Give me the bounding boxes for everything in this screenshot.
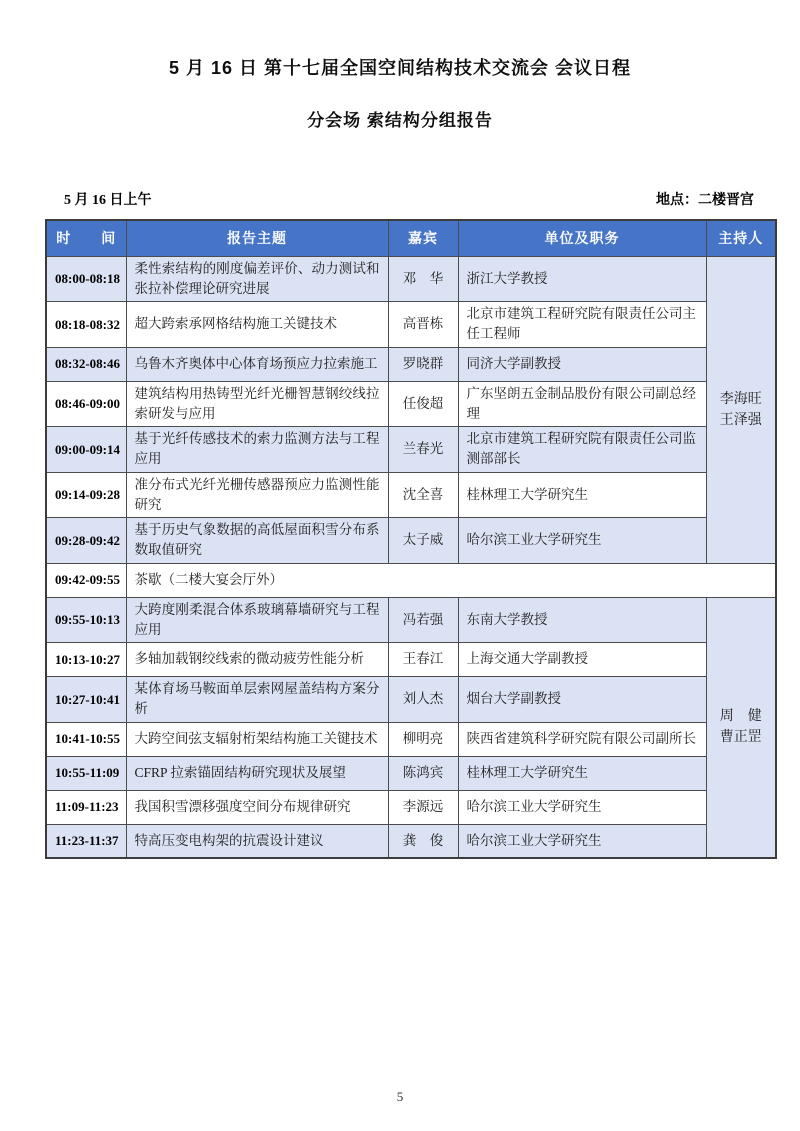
guest-cell: 刘人杰 [388, 677, 458, 723]
schedule-row [46, 756, 776, 790]
topic-cell: 准分布式光纤光栅传感器预应力监测性能研究 [126, 472, 388, 518]
guest-cell: 龚 俊 [388, 824, 458, 858]
location-label: 地点：二楼晋宫 [656, 193, 754, 208]
guest-cell: 李源远 [388, 790, 458, 824]
header-time: 时 间 [46, 220, 126, 256]
guest-cell: 沈全喜 [388, 472, 458, 518]
time-cell: 10:55-11:09 [46, 756, 126, 790]
unit-cell: 北京市建筑工程研究院有限责任公司主任工程师 [458, 302, 706, 348]
schedule-row [46, 472, 776, 518]
meta-row [64, 189, 754, 209]
moderator-name: 周 健 [719, 709, 762, 725]
schedule-table [45, 219, 777, 859]
guest-cell: 兰春光 [388, 427, 458, 473]
guest-cell: 任俊超 [388, 381, 458, 427]
time-cell: 11:23-11:37 [46, 824, 126, 858]
schedule-row [46, 677, 776, 723]
time-cell: 10:13-10:27 [46, 643, 126, 677]
page-number: 5 [396, 1089, 404, 1104]
unit-cell: 桂林理工大学研究生 [458, 472, 706, 518]
time-cell: 10:41-10:55 [46, 722, 126, 756]
time-cell: 08:00-08:18 [46, 256, 126, 302]
topic-cell: 大跨度刚柔混合体系玻璃幕墙研究与工程应用 [126, 597, 388, 643]
topic-cell: 大跨空间弦支辐射桁架结构施工关键技术 [126, 722, 388, 756]
unit-cell: 广东坚朗五金制品股份有限公司副总经理 [458, 381, 706, 427]
schedule-table-body [46, 256, 776, 858]
moderator-cell [706, 256, 776, 563]
header-guest: 嘉宾 [388, 220, 458, 256]
schedule-row [46, 347, 776, 381]
topic-cell: 基于光纤传感技术的索力监测方法与工程应用 [126, 427, 388, 473]
schedule-row [46, 427, 776, 473]
guest-cell: 冯若强 [388, 597, 458, 643]
schedule-row [46, 518, 776, 564]
time-cell: 08:18-08:32 [46, 302, 126, 348]
guest-cell: 罗晓群 [388, 347, 458, 381]
topic-cell: 建筑结构用热铸型光纤光栅智慧钢绞线拉索研发与应用 [126, 381, 388, 427]
topic-cell: 超大跨索承网格结构施工关键技术 [126, 302, 388, 348]
time-cell: 09:14-09:28 [46, 472, 126, 518]
document-title: 5 月 16 日 第十七届全国空间结构技术交流会 会议日程 [168, 58, 632, 78]
time-cell: 11:09-11:23 [46, 790, 126, 824]
break-row [46, 563, 776, 597]
schedule-table-header [46, 220, 776, 256]
schedule-row [46, 643, 776, 677]
topic-cell: 某体育场马鞍面单层索网屋盖结构方案分析 [126, 677, 388, 723]
unit-cell: 哈尔滨工业大学研究生 [458, 790, 706, 824]
guest-cell: 邓 华 [388, 256, 458, 302]
topic-cell: 特高压变电构架的抗震设计建议 [126, 824, 388, 858]
topic-cell: CFRP 拉索锚固结构研究现状及展望 [126, 756, 388, 790]
topic-cell: 多轴加载钢绞线索的微动疲劳性能分析 [126, 643, 388, 677]
schedule-row [46, 722, 776, 756]
topic-cell: 基于历史气象数据的高低屋面积雪分布系数取值研究 [126, 518, 388, 564]
unit-cell: 北京市建筑工程研究院有限责任公司监测部部长 [458, 427, 706, 473]
time-cell: 09:55-10:13 [46, 597, 126, 643]
topic-cell: 我国积雪漂移强度空间分布规律研究 [126, 790, 388, 824]
time-cell: 09:00-09:14 [46, 427, 126, 473]
moderator-name: 王泽强 [719, 412, 762, 428]
header-unit: 单位及职务 [458, 220, 706, 256]
guest-cell: 柳明亮 [388, 722, 458, 756]
guest-cell: 陈鸿宾 [388, 756, 458, 790]
unit-cell: 桂林理工大学研究生 [458, 756, 706, 790]
moderator-name: 曹正罡 [719, 730, 762, 746]
moderator-cell [706, 597, 776, 858]
unit-cell: 东南大学教授 [458, 597, 706, 643]
session-label: 5 月 16 日上午 [64, 193, 152, 208]
unit-cell: 哈尔滨工业大学研究生 [458, 518, 706, 564]
guest-cell: 太子威 [388, 518, 458, 564]
moderator-name: 李海旺 [719, 391, 762, 407]
schedule-row [46, 381, 776, 427]
guest-cell: 王春江 [388, 643, 458, 677]
header-moderator: 主持人 [706, 220, 776, 256]
unit-cell: 烟台大学副教授 [458, 677, 706, 723]
schedule-row [46, 824, 776, 858]
unit-cell: 陕西省建筑科学研究院有限公司副所长 [458, 722, 706, 756]
schedule-row [46, 597, 776, 643]
document-subtitle: 分会场 索结构分组报告 [307, 111, 493, 130]
schedule-row [46, 302, 776, 348]
unit-cell: 哈尔滨工业大学研究生 [458, 824, 706, 858]
time-cell: 10:27-10:41 [46, 677, 126, 723]
schedule-row [46, 256, 776, 302]
unit-cell: 同济大学副教授 [458, 347, 706, 381]
time-cell: 08:32-08:46 [46, 347, 126, 381]
header-topic: 报告主题 [126, 220, 388, 256]
time-cell: 08:46-09:00 [46, 381, 126, 427]
topic-cell: 柔性索结构的刚度偏差评价、动力测试和张拉补偿理论研究进展 [126, 256, 388, 302]
unit-cell: 上海交通大学副教授 [458, 643, 706, 677]
topic-cell: 乌鲁木齐奥体中心体育场预应力拉索施工 [126, 347, 388, 381]
schedule-row [46, 790, 776, 824]
unit-cell: 浙江大学教授 [458, 256, 706, 302]
time-cell: 09:28-09:42 [46, 518, 126, 564]
guest-cell: 高晋栋 [388, 302, 458, 348]
time-cell: 09:42-09:55 [46, 563, 126, 597]
break-label-cell: 茶歇（二楼大宴会厅外） [126, 563, 776, 597]
